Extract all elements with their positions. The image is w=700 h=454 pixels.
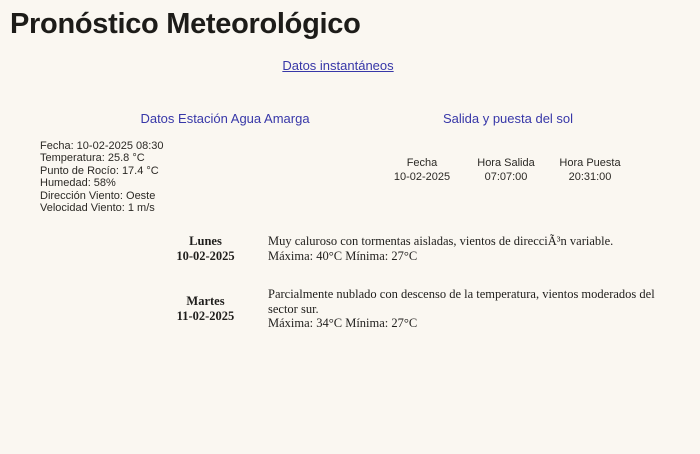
forecast-day (148, 294, 263, 323)
forecast-description (268, 234, 660, 263)
sun-table-value-cell: 07:07:00 (484, 171, 528, 183)
forecast-day-name: Lunes (189, 234, 222, 248)
station-section-heading: Datos Estación Agua Amarga (140, 111, 310, 126)
forecast-day-date: 10-02-2025 (176, 248, 235, 263)
sun-table-header-row (380, 157, 632, 169)
station-data-line: Punto de Rocío: 17.4 °C (40, 164, 159, 177)
sun-table-value-cell: 10-02-2025 (393, 171, 451, 183)
forecast-day-name: Martes (186, 294, 225, 309)
forecast-table (148, 234, 660, 355)
station-data-line: Temperatura: 25.8 °C (40, 152, 145, 165)
sun-table-header-cell: Hora Puesta (559, 157, 621, 169)
forecast-description (268, 287, 660, 331)
station-data-line: Velocidad Viento: 1 m/s (40, 202, 155, 215)
forecast-minmax: Máxima: 40°C Mínima: 27°C (268, 248, 418, 263)
forecast-row (148, 234, 660, 263)
sun-table-header-cell: Fecha (406, 157, 438, 169)
forecast-day-date: 11-02-2025 (176, 308, 235, 323)
forecast-day (148, 234, 263, 263)
station-data-line: Humedad: 58% (40, 177, 116, 190)
sun-table-header-cell: Hora Salida (477, 157, 535, 169)
station-data-line: Dirección Viento: Oeste (40, 189, 156, 202)
forecast-minmax: Máxima: 34°C Mínima: 27°C (268, 316, 418, 330)
forecast-row (148, 287, 660, 331)
instant-data-link-row (282, 58, 393, 73)
sun-table-value-row (380, 171, 632, 183)
sun-table-value-cell: 20:31:00 (568, 171, 612, 183)
forecast-description-text: Parcialmente nublado con descenso de la temperatura, vientos moderados del sector sur. (268, 287, 655, 316)
station-data-line: Fecha: 10-02-2025 08:30 (40, 140, 164, 152)
station-data-block (40, 140, 164, 214)
sun-table (380, 157, 632, 183)
page-title: Pronóstico Meteorológico (10, 8, 361, 40)
sun-section-heading: Salida y puesta del sol (442, 111, 574, 126)
instant-data-link[interactable]: Datos instantáneos (282, 58, 394, 73)
forecast-description-text: Muy caluroso con tormentas aisladas, vientos de direcciÃ³n variable. (268, 234, 614, 248)
